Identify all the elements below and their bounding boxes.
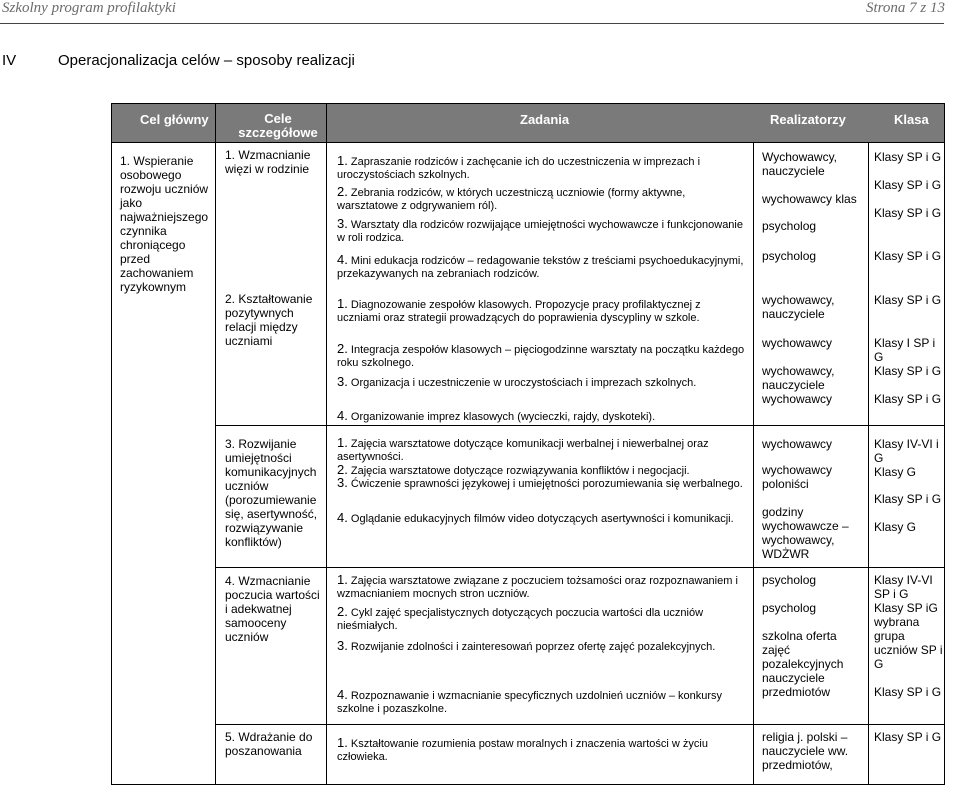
page-number: Strona 7 z 13 bbox=[865, 0, 945, 16]
objective-5: 5. Wdrażanie do poszanowania bbox=[225, 730, 313, 758]
task-item: 3. Organizacja i uczestniczenie w uroczystościach i imprezach szkolnych. bbox=[337, 374, 697, 389]
realizer: wychowawcy bbox=[762, 392, 833, 406]
task-item: 2. Integracja zespołów klasowych – pięciogodzinne warsztaty na początku każdego roku szkolnego. bbox=[337, 341, 745, 369]
realizer: psycholog bbox=[762, 573, 817, 587]
col-header-class: Klasa bbox=[894, 112, 929, 127]
class-cell: Klasy IV-VI SP i G bbox=[874, 573, 933, 601]
col-divider bbox=[215, 104, 216, 784]
task-item: 4. Oglądanie edukacyjnych filmów video dotyczących asertywności i komunikacji. bbox=[337, 510, 734, 525]
row-divider bbox=[215, 567, 944, 568]
objective-2: 2. Kształtowanie pozytywnych relacji między uczniami bbox=[225, 292, 313, 348]
realizer: Wychowawcy, nauczyciele bbox=[762, 150, 838, 178]
col-divider bbox=[326, 104, 327, 784]
task-item: 1. Zapraszanie rodziców i zachęcanie ich do uczestniczenia w imprezach i uroczystościach szkolnych. bbox=[337, 153, 701, 181]
realizer: psycholog bbox=[762, 249, 817, 263]
section-title: Operacjonalizacja celów – sposoby realizacji bbox=[58, 52, 355, 69]
task-item: 2. Cykl zajęć specjalistycznych dotyczących poczucia wartości dla uczniów nieśmiałych. bbox=[337, 604, 704, 632]
document-title: Szkolny program profilaktyki bbox=[2, 0, 176, 16]
section-number: IV bbox=[2, 52, 17, 69]
task-item: 2. Zajęcia warsztatowe dotyczące rozwiązywania konfliktów i negocjacji. bbox=[337, 462, 690, 477]
class-cell: Klasy SP i G bbox=[874, 150, 942, 164]
class-cell: Klasy SP i G bbox=[874, 293, 942, 307]
row-divider bbox=[215, 724, 944, 725]
realizer: religia j. polski – nauczyciele ww. przedmiotów, bbox=[762, 730, 849, 772]
realizer: psycholog bbox=[762, 601, 817, 615]
class-cell: Klasy G bbox=[874, 465, 917, 479]
header-rule bbox=[0, 23, 944, 24]
col-header-realizers: Realizatorzy bbox=[770, 112, 846, 127]
task-item: 3. Rozwijanie zdolności i zainteresowań poprzez ofertę zajęć pozalekcyjnych. bbox=[337, 638, 716, 653]
realizer: wychowawcy bbox=[762, 437, 833, 451]
table-header-row bbox=[112, 104, 944, 142]
class-cell: Klasy SP iG bbox=[874, 601, 938, 615]
class-cell: Klasy IV-VI i G bbox=[874, 437, 939, 465]
class-cell: Klasy SP i G bbox=[874, 392, 942, 406]
realizer: psycholog bbox=[762, 219, 817, 233]
realizer: wychowawcy bbox=[762, 336, 833, 350]
class-cell: wybrana grupa uczniów SP i G bbox=[874, 615, 943, 671]
col-header-objectives: Cele szczegółowe bbox=[238, 111, 318, 140]
page-header bbox=[0, 0, 959, 22]
main-goal: 1. Wspieranie osobowego rozwoju uczniów jako najważniejszego czynnika chroniącego przed zachowaniem ryzykownym bbox=[120, 154, 209, 294]
task-item: 4. Organizowanie imprez klasowych (wycieczki, rajdy, dyskoteki). bbox=[337, 408, 656, 423]
task-item: 4. Rozpoznawanie i wzmacnianie specyficznych uzdolnień uczniów – konkursy szkolne i pozaszkolne. bbox=[337, 687, 723, 715]
task-item: 4. Mini edukacja rodziców – redagowanie tekstów z treściami psychoedukacyjnymi, przekazywanych na zebraniach rodziców. bbox=[337, 252, 744, 280]
class-cell: Klasy SP i G bbox=[874, 685, 942, 699]
col-divider bbox=[753, 142, 754, 784]
realizer: wychowawcy klas bbox=[762, 192, 857, 206]
objective-3: 3. Rozwijanie umiejętności komunikacyjnych uczniów (porozumiewanie się, asertywność, rozwiązywanie konfliktów) bbox=[225, 437, 318, 549]
objective-1: 1. Wzmacnianie więzi w rodzinie bbox=[225, 148, 311, 176]
task-item: 1. Kształtowanie rozumienia postaw moralnych i znaczenia wartości w życiu człowieka. bbox=[337, 735, 708, 763]
class-cell: Klasy SP i G bbox=[874, 730, 942, 744]
col-header-main-goal: Cel główny bbox=[140, 112, 209, 127]
task-item: 1. Zajęcia warsztatowe związane z poczuciem tożsamości oraz rozpoznawaniem i wzmacnianiem mocnych stron uczniów. bbox=[337, 572, 738, 600]
realizer: poloniści bbox=[762, 477, 809, 491]
row-divider bbox=[215, 425, 944, 426]
task-item: 1. Diagnozowanie zespołów klasowych. Propozycje pracy profilaktycznej z uczniami oraz strategii prowadzących do poprawienia dyscypliny w szkole. bbox=[337, 296, 701, 324]
realizer: wychowawcy, nauczyciele bbox=[762, 364, 835, 392]
class-cell: Klasy G bbox=[874, 520, 917, 534]
class-cell: Klasy SP i G bbox=[874, 249, 942, 263]
task-item: 1. Zajęcia warsztatowe dotyczące komunikacji werbalnej i niewerbalnej oraz asertywności. bbox=[337, 435, 709, 463]
realizer: szkolna oferta zajęć pozalekcyjnych nauczyciele przedmiotów bbox=[762, 629, 844, 699]
class-cell: Klasy SP i G bbox=[874, 492, 942, 506]
class-cell: Klasy SP i G bbox=[874, 364, 942, 378]
task-item: 3. Warsztaty dla rodziców rozwijające umiejętności wychowawcze i funkcjonowanie w roli rodzica. bbox=[337, 216, 743, 244]
realizer: wychowawcy, nauczyciele bbox=[762, 293, 835, 321]
objective-4: 4. Wzmacnianie poczucia wartości i adekwatnej samooceny uczniów bbox=[225, 574, 320, 644]
row-divider bbox=[112, 142, 944, 143]
realizer: godziny wychowawcze – wychowawcy, WDŻWR bbox=[762, 505, 849, 561]
class-cell: Klasy I SP i G bbox=[874, 336, 936, 364]
goals-table bbox=[111, 103, 945, 785]
class-cell: Klasy SP i G bbox=[874, 206, 942, 220]
class-cell: Klasy SP i G bbox=[874, 178, 942, 192]
task-item: 2. Zebrania rodziców, w których uczestniczą uczniowie (formy aktywne, warsztatowe z odgrywaniem ról). bbox=[337, 184, 686, 212]
task-item: 3. Ćwiczenie sprawności językowej i umiejętności porozumiewania się werbalnego. bbox=[337, 475, 743, 490]
realizer: wychowawcy bbox=[762, 463, 833, 477]
col-header-tasks: Zadania bbox=[520, 112, 570, 127]
